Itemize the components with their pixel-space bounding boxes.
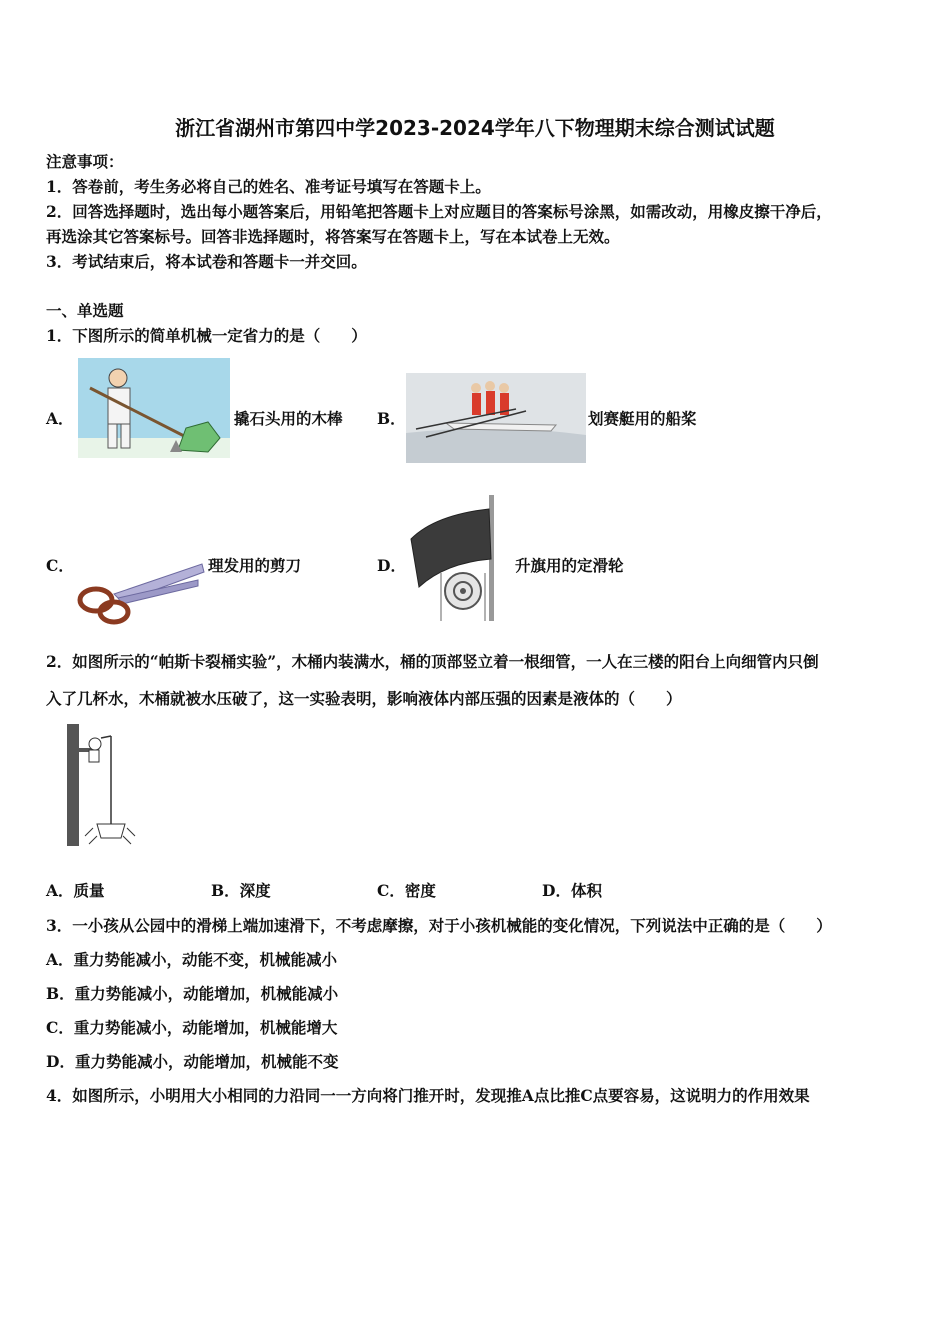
q3-stem: 3．一小孩从公园中的滑梯上端加速滑下，不考虑摩擦，对于小孩机械能的变化情况，下列说法中正确的是（ ） [46,916,832,935]
notice-item: 1．答卷前，考生务必将自己的姓名、准考证号填写在答题卡上。 [46,177,491,196]
notice-item: 再选涂其它答案标号。回答非选择题时，将答案写在答题卡上，写在本试卷上无效。 [46,227,620,246]
notice-item: 3．考试结束后，将本试卷和答题卡一并交回。 [46,252,367,271]
q1-option-label: C． [46,556,74,575]
q2-stem-line2: 入了几杯水，木桶就被水压破了，这一实验表明，影响液体内部压强的因素是液体的（ ） [46,689,682,708]
scissors-figure [74,560,206,626]
q1-stem: 1．下图所示的简单机械一定省力的是（ ） [46,326,367,345]
q2-stem-line1: 2．如图所示的“帕斯卡裂桶实验”，木桶内装满水，桶的顶部竖立着一根细管，一人在三楼的阳台上向细管内只倒 [46,652,819,671]
q2-option: C．密度 [377,881,436,900]
q1-option-text: 理发用的剪刀 [208,556,302,575]
q2-option: B．深度 [211,881,271,900]
q1-option-label: A． [46,409,74,428]
q2-option: D．体积 [542,881,602,900]
rowing-boat-figure [406,373,586,463]
q1-option-text: 划赛艇用的船桨 [588,409,697,428]
notice-item: 2．回答选择题时，选出每小题答案后，用铅笔把答题卡上对应题目的答案标号涂黑，如需改动，用橡皮擦干净后， [46,202,832,221]
q4-stem: 4．如图所示，小明用大小相同的力沿同一一方向将门推开时，发现推A点比推C点要容易，这说明力的作用效果 [46,1086,810,1105]
q3-option: C．重力势能减小，动能增加，机械能增大 [46,1018,338,1037]
notice-heading: 注意事项： [46,152,124,171]
q3-option: A．重力势能减小，动能不变，机械能减小 [46,950,338,969]
q2-option: A．质量 [46,881,105,900]
page-title: 浙江省湖州市第四中学2023-2024学年八下物理期末综合测试试题 [175,116,775,140]
q3-option: B．重力势能减小，动能增加，机械能减小 [46,984,339,1003]
pascal-barrel-figure [67,724,137,846]
flagpole-pulley-figure [405,493,505,623]
q3-option: D．重力势能减小，动能增加，机械能不变 [46,1052,339,1071]
q1-option-label: B． [377,409,406,428]
crowbar-figure [78,358,230,458]
section-heading: 一、单选题 [46,301,124,320]
q1-option-text: 升旗用的定滑轮 [515,556,624,575]
q1-option-text: 撬石头用的木棒 [234,409,343,428]
q1-option-label: D． [377,556,406,575]
